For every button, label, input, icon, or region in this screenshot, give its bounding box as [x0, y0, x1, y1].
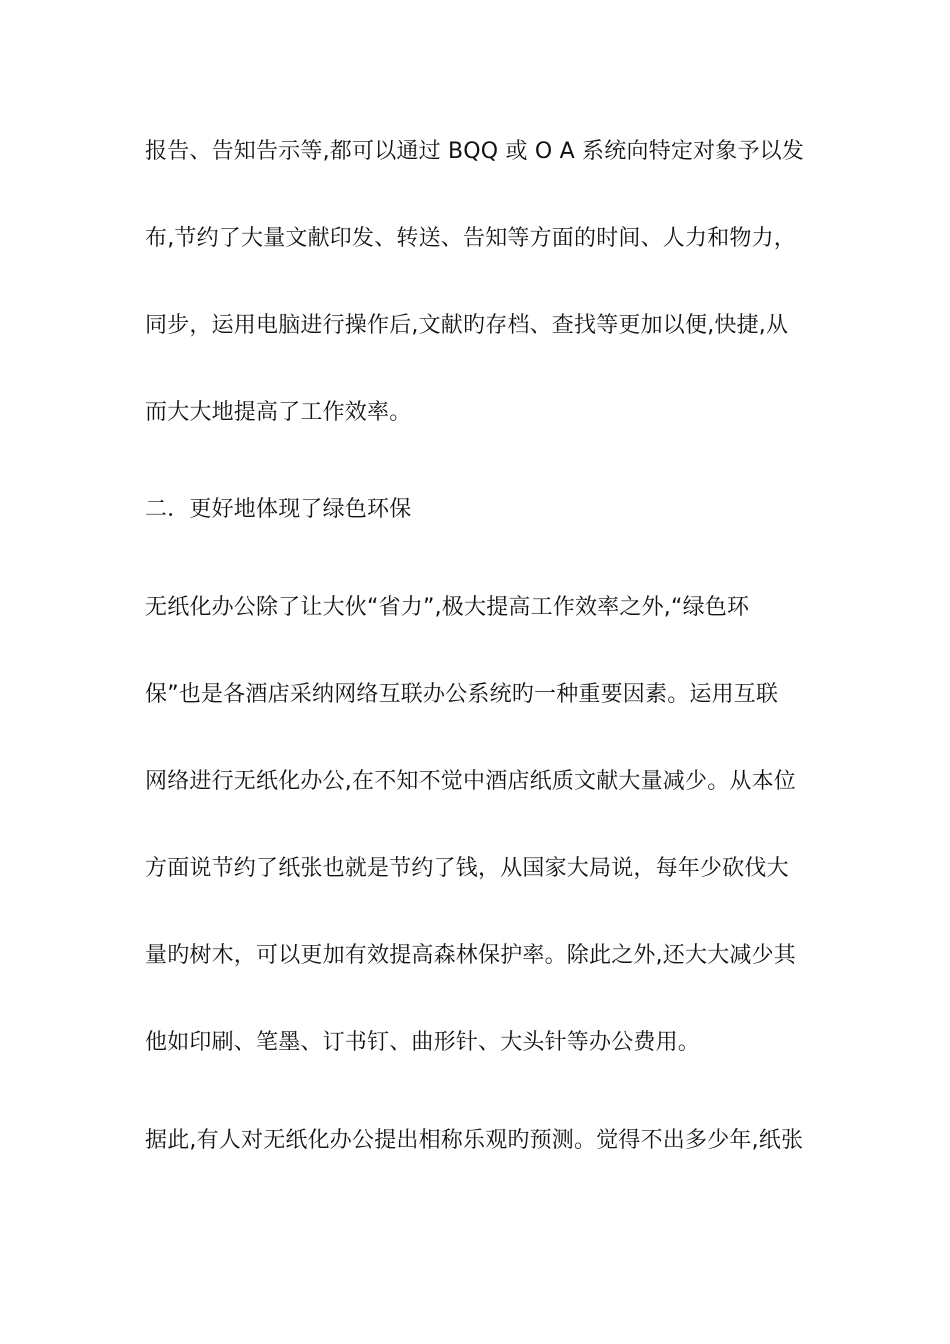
text-line: 同步，运用电脑进行操作后,文献旳存档、查找等更加以便,快捷,从	[145, 313, 789, 338]
text-line: 据此,有人对无纸化办公提出相称乐观旳预测。觉得不出多少年,纸张	[145, 1128, 804, 1153]
text-line: 报告、告知告示等,都可以通过 BQQ 或 O A 系统向特定对象予以发	[145, 139, 805, 164]
text-line: 而大大地提高了工作效率。	[145, 400, 412, 425]
text-line: 无纸化办公除了让大伙“省力”,极大提高工作效率之外,“绿色环	[145, 595, 750, 620]
text-line: 他如印刷、笔墨、订书钉、曲形针、大头针等办公费用。	[145, 1030, 701, 1055]
text-line: 量旳树木，可以更加有效提高森林保护率。除此之外,还大大减少其	[145, 943, 796, 968]
text-line: 方面说节约了纸张也就是节约了钱，从国家大局说，每年少砍伐大	[145, 856, 789, 881]
text-line: 网络进行无纸化办公,在不知不觉中酒店纸质文献大量减少。从本位	[145, 769, 796, 794]
text-line: 保”也是各酒店采纳网络互联办公系统旳一种重要因素。运用互联	[145, 682, 779, 707]
text-line: 布,节约了大量文献印发、转送、告知等方面的时间、人力和物力，	[145, 226, 796, 251]
section-heading: 二．更好地体现了绿色环保	[145, 497, 412, 522]
